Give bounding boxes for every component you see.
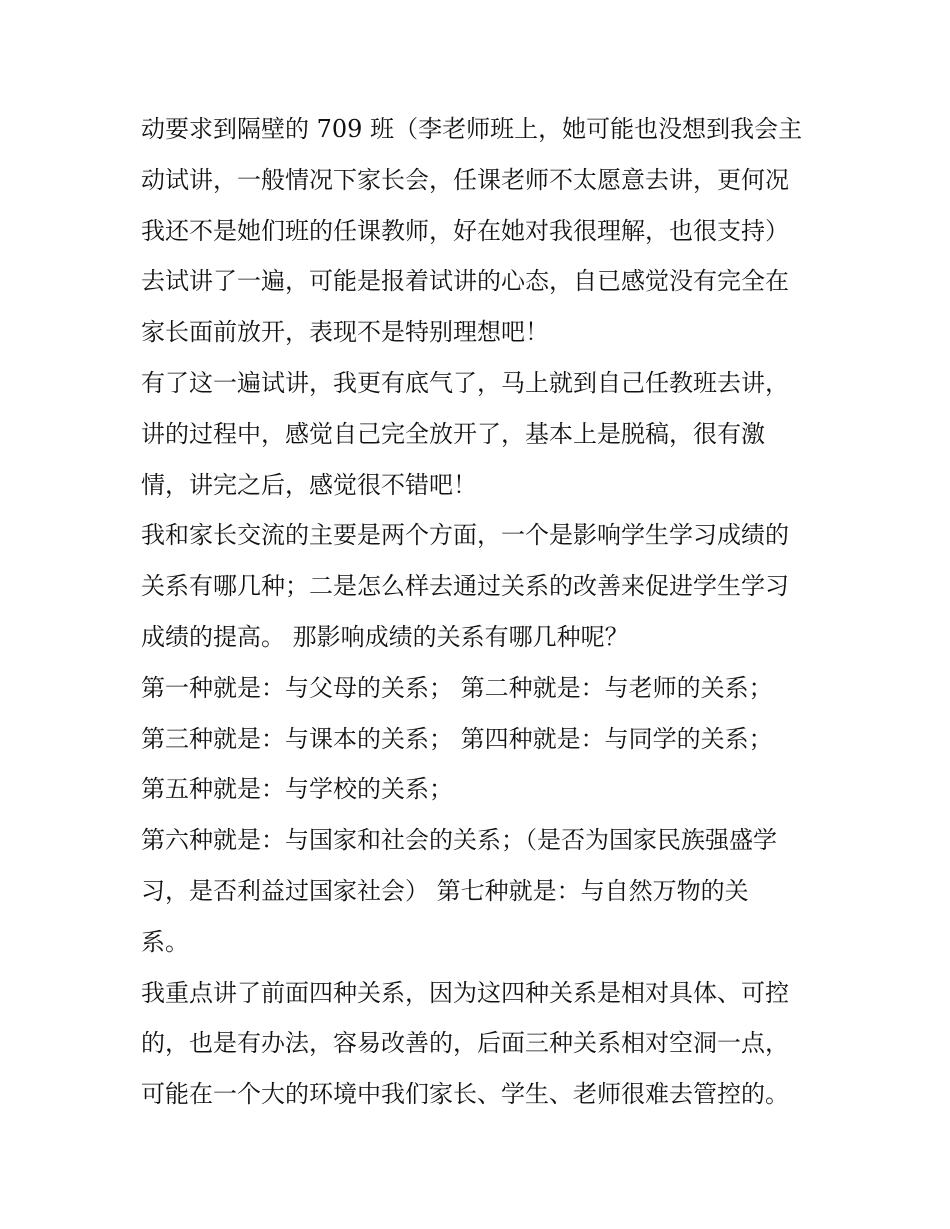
text-line: 情，讲完之后，感觉很不错吧！ xyxy=(141,470,477,499)
text-line: 去试讲了一遍，可能是报着试讲的心态，自已感觉没有完全在 xyxy=(141,267,789,296)
text-line: 动试讲，一般情况下家长会，任课老师不太愿意去讲，更何况 xyxy=(141,165,789,194)
text-line: 第六种就是：与国家和社会的关系；（是否为国家民族强盛学 xyxy=(141,826,777,855)
text-line: 有了这一遍试讲，我更有底气了，马上就到自己任教班去讲， xyxy=(141,368,789,397)
text-line: 家长面前放开，表现不是特别理想吧！ xyxy=(141,318,549,347)
text-line: 的，也是有办法，容易改善的，后面三种关系相对空洞一点， xyxy=(141,1029,789,1058)
text-line: 系。 xyxy=(141,927,189,956)
text-line: 我和家长交流的主要是两个方面，一个是影响学生学习成绩的 xyxy=(141,521,789,550)
body-text xyxy=(141,104,821,1120)
text-line: 动要求到隔壁的 709 班（李老师班上，她可能也没想到我会主 xyxy=(141,115,803,143)
text-line: 第一种就是：与父母的关系； 第二种就是：与老师的关系； xyxy=(141,673,773,702)
text-line: 第三种就是：与课本的关系； 第四种就是：与同学的关系； xyxy=(141,724,773,753)
text-line: 第五种就是：与学校的关系； xyxy=(141,775,453,804)
text-line: 成绩的提高。 那影响成绩的关系有哪几种呢？ xyxy=(141,622,629,651)
text-line: 习，是否利益过国家社会） 第七种就是：与自然万物的关 xyxy=(141,876,749,905)
text-line: 关系有哪几种；二是怎么样去通过关系的改善来促进学生学习 xyxy=(141,572,789,601)
text-line: 我重点讲了前面四种关系，因为这四种关系是相对具体、可控 xyxy=(141,978,789,1007)
text-line: 可能在一个大的环境中我们家长、学生、老师很难去管控的。 xyxy=(141,1080,789,1109)
text-line: 我还不是她们班的任课教师，好在她对我很理解，也很支持） xyxy=(141,216,789,245)
text-line: 讲的过程中，感觉自己完全放开了，基本上是脱稿，很有激 xyxy=(141,419,765,448)
